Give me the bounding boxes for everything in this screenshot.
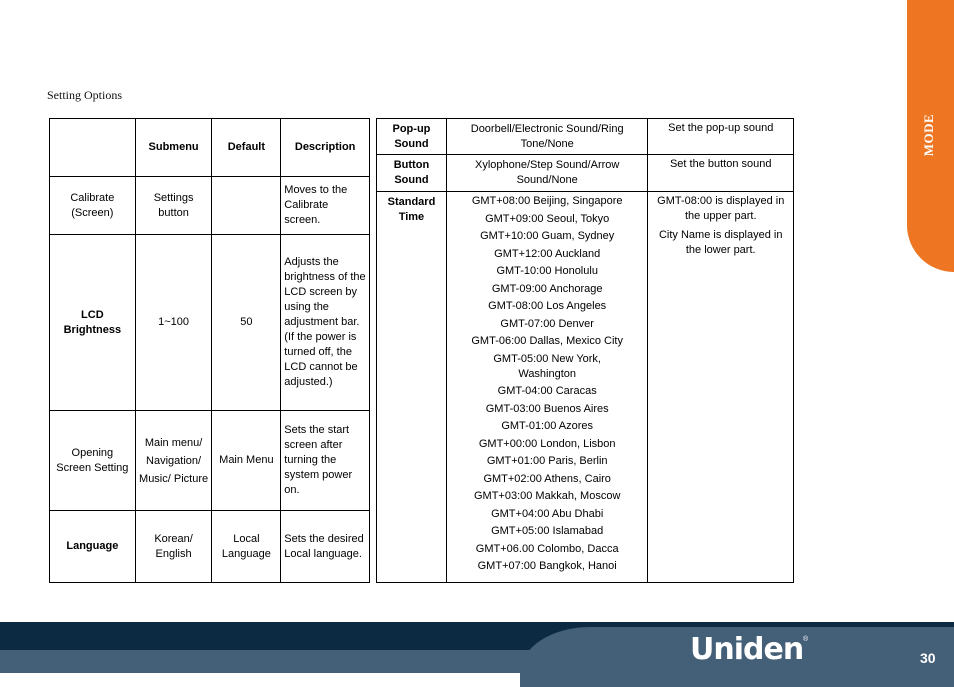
time-zone-list (446, 192, 648, 583)
table-row (377, 119, 794, 155)
time-zone-item: GMT+08:00 Beijing, Singapore (471, 195, 623, 207)
time-zone-item: GMT+04:00 Abu Dhabi (491, 507, 604, 520)
time-zone-item: GMT+09:00 Seoul, Tokyo (485, 212, 610, 225)
setting-description: Set the button sound (648, 155, 794, 192)
table-row (377, 155, 794, 192)
time-zone-item: GMT+10:00 Guam, Sydney (480, 230, 615, 242)
time-zone-item: GMT-10:00 Honolulu (496, 265, 598, 277)
time-zone-item: GMT+02:00 Athens, Cairo (483, 472, 611, 485)
setting-description: Adjusts the brightness of the LCD screen by using the adjustment bar. (If the power is turned off, the LCD cannot be adjusted.) (281, 235, 370, 411)
standard-time-note: City Name is displayed in the lower part. (658, 229, 783, 256)
setting-name: Pop-up Sound (377, 119, 447, 155)
setting-default: Main Menu (212, 411, 281, 511)
header-default: Default (212, 119, 281, 177)
time-zone-item: GMT-08:00 Los Angeles (488, 300, 607, 312)
standard-time-note: GMT-08:00 is displayed in the upper part. (657, 195, 785, 222)
table-header-row (50, 119, 370, 177)
setting-options: Xylophone/Step Sound/Arrow Sound/None (446, 155, 648, 192)
setting-name: Language (50, 511, 136, 583)
setting-submenu: Settings button (135, 177, 212, 235)
setting-description: Moves to the Calibrate screen. (281, 177, 370, 235)
setting-submenu: Main menu/ Navigation/ Music/ Picture (135, 411, 212, 511)
section-tab (907, 0, 954, 272)
time-zone-item: GMT-07:00 Denver (500, 317, 594, 330)
setting-name: Standard Time (377, 192, 447, 583)
header-submenu: Submenu (135, 119, 212, 177)
table-row (377, 192, 794, 583)
time-zone-item: GMT+12:00 Auckland (494, 247, 601, 260)
section-title: Setting Options (47, 88, 123, 102)
setting-default: Local Language (212, 511, 281, 583)
setting-description: Sets the start screen after turning the system power on. (281, 411, 370, 511)
setting-description: Sets the desired Local language. (281, 511, 370, 583)
time-zone-item: GMT-05:00 New York, Washington (493, 352, 601, 380)
settings-table-right (376, 118, 794, 583)
page-number: 30 (920, 650, 936, 666)
time-zone-item: GMT+07:00 Bangkok, Hanoi (477, 560, 617, 572)
setting-description: Set the pop-up sound (648, 119, 794, 155)
section-tab-label: MODE (921, 113, 936, 157)
time-zone-item: GMT+06.00 Colombo, Dacca (475, 542, 619, 555)
time-zone-item: GMT-01:00 Azores (501, 420, 594, 432)
setting-name: Opening Screen Setting (50, 411, 136, 511)
time-zone-item: GMT-04:00 Caracas (497, 385, 597, 397)
setting-default: 50 (212, 235, 281, 411)
brand-logo: Uniden (690, 632, 804, 667)
settings-table-left (49, 118, 370, 583)
setting-description (648, 192, 794, 583)
table-row (50, 177, 370, 235)
setting-name: Calibrate (Screen) (50, 177, 136, 235)
setting-options: Doorbell/Electronic Sound/Ring Tone/None (446, 119, 648, 155)
setting-name: Button Sound (377, 155, 447, 192)
table-row (50, 511, 370, 583)
table-row (50, 411, 370, 511)
time-zone-item: GMT+01:00 Paris, Berlin (486, 455, 608, 467)
time-zone-item: GMT-06:00 Dallas, Mexico City (471, 335, 623, 347)
setting-name: LCD Brightness (50, 235, 136, 411)
header-cell (50, 119, 136, 177)
setting-default (212, 177, 281, 235)
registered-mark: ® (803, 636, 809, 643)
time-zone-item: GMT+05:00 Islamabad (491, 525, 604, 537)
time-zone-item: GMT-03:00 Buenos Aires (485, 402, 609, 415)
time-zone-item: GMT+00:00 London, Lisbon (478, 437, 616, 450)
header-description: Description (281, 119, 370, 177)
setting-submenu: Korean/ English (135, 511, 212, 583)
setting-submenu: 1~100 (135, 235, 212, 411)
time-zone-item: GMT-09:00 Anchorage (491, 282, 603, 295)
table-row (50, 235, 370, 411)
time-zone-item: GMT+03:00 Makkah, Moscow (473, 490, 621, 502)
